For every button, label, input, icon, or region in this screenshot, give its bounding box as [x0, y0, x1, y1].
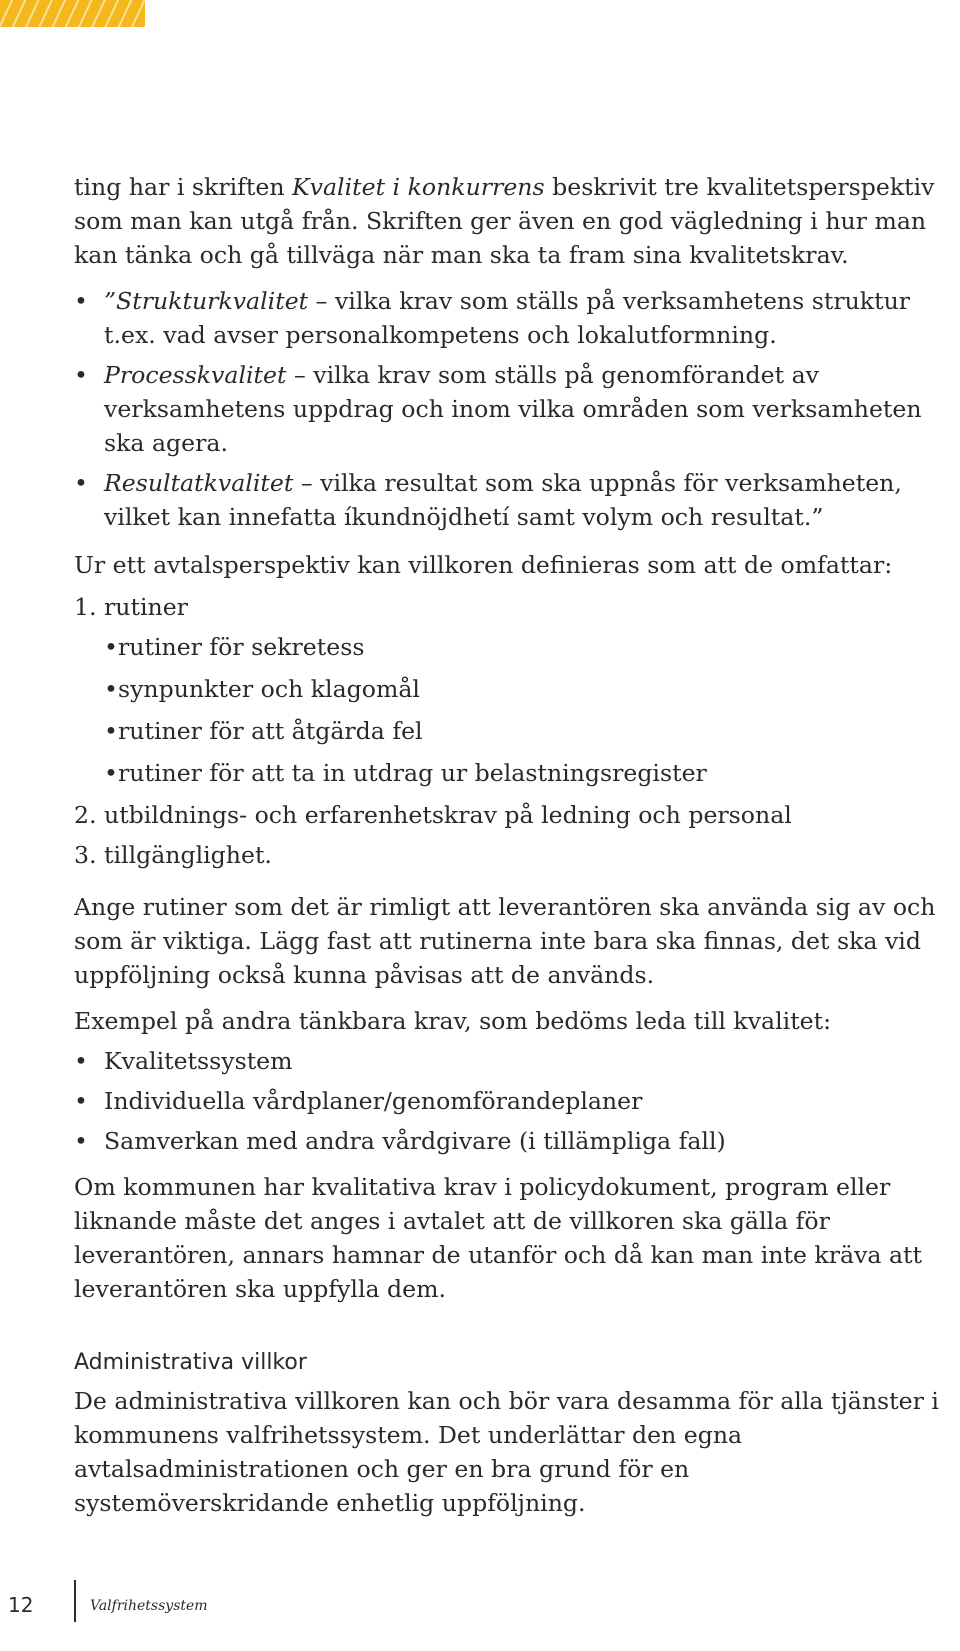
perspective-item: • ”Strukturkvalitet – vilka krav som ställs på verksamhetens struktur t.ex. vad avser personalkompetens och lokalutformning. — [74, 287, 911, 349]
footer-title: Valfrihetssystem — [90, 1598, 208, 1614]
perspective-list — [74, 284, 944, 534]
page-number: 12 — [8, 1593, 34, 1617]
section-heading: Administrativa villkor — [74, 1350, 307, 1375]
corner-decoration — [0, 0, 145, 27]
sub-list — [104, 630, 944, 790]
perspective-item: • Resultatkvalitet – vilka resultat som ska uppnås för verksamheten, vilket kan innefatta íkundnöjdhetí samt volym och resultat.” — [74, 469, 902, 531]
avtal-intro: Ur ett avtalsperspektiv kan villkoren definieras som att de omfattar: — [74, 551, 893, 579]
sub-item: • synpunkter och klagomål — [104, 675, 420, 703]
exempel-item: • Individuella vårdplaner/genomförandeplaner — [74, 1087, 643, 1115]
exempel-item: • Kvalitetssystem — [74, 1047, 293, 1075]
numbered-list — [74, 590, 944, 872]
rutiner-paragraph: Ange rutiner som det är rimligt att leverantören ska använda sig av och som är viktiga. Lägg fast att rutinerna inte bara ska finnas, det ska vid uppföljning också kunna påvisas att de används. — [74, 893, 936, 989]
sub-item: • rutiner för sekretess — [104, 633, 365, 661]
numbered-item: 3. tillgänglighet. — [74, 841, 272, 869]
admin-paragraph: De administrativa villkoren kan och bör vara desamma för alla tjänster i kommunens valfrihetssystem. Det underlättar den egna avtalsadministrationen och ger en bra grund för en systemöverskridande enhetlig uppföljning. — [74, 1387, 939, 1517]
intro-paragraph: ting har i skriften Kvalitet i konkurrens beskrivit tre kvalitetsperspektiv som man kan utgå från. Skriften ger även en god vägledning i hur man kan tänka och gå tillväga när man ska ta fram sina kvalitetskrav. — [74, 173, 935, 269]
page-body — [74, 170, 944, 1520]
sub-item: • rutiner för att åtgärda fel — [104, 717, 423, 745]
policy-paragraph: Om kommunen har kvalitativa krav i policydokument, program eller liknande måste det anges i avtalet att de villkoren ska gälla för leverantören, annars hamnar de utanför och då kan man inte kräva att leverantören ska uppfylla dem. — [74, 1173, 922, 1303]
exempel-intro: Exempel på andra tänkbara krav, som bedöms leda till kvalitet: — [74, 1007, 832, 1035]
footer-divider — [74, 1580, 76, 1622]
sub-item: • rutiner för att ta in utdrag ur belastningsregister — [104, 759, 707, 787]
perspective-item: • Processkvalitet – vilka krav som ställs på genomförandet av verksamhetens uppdrag och inom vilka områden som verksamheten ska agera. — [74, 361, 922, 457]
numbered-item: 1. rutiner — [74, 593, 188, 621]
exempel-list — [74, 1044, 944, 1158]
numbered-item: 2. utbildnings- och erfarenhetskrav på ledning och personal — [74, 801, 792, 829]
exempel-item: • Samverkan med andra vårdgivare (i tillämpliga fall) — [74, 1127, 726, 1155]
